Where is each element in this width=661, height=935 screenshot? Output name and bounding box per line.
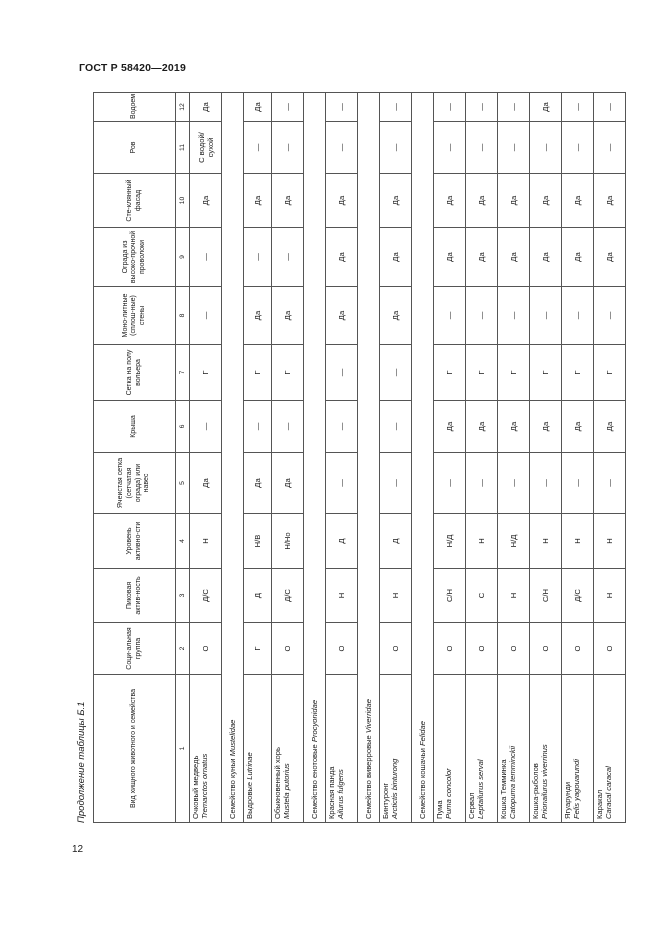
family-label xyxy=(358,93,380,823)
column-header: Сетка на полу вольера xyxy=(94,345,176,401)
species-name: Ягуарунди xyxy=(563,782,572,819)
value-cell: Да xyxy=(272,453,304,514)
column-number: 3 xyxy=(176,569,190,623)
species-name: Обыкновенный хорь xyxy=(273,747,282,819)
family-label xyxy=(222,93,244,823)
column-header: Ячеистая сетка (сетчатая ограда) или навес xyxy=(94,453,176,514)
species-name-cell xyxy=(380,675,412,823)
value-cell: Да xyxy=(434,401,466,453)
species-latin-name: Caracal caracal xyxy=(604,766,614,819)
value-cell: Г xyxy=(244,623,272,675)
value-cell: Н xyxy=(594,569,626,623)
species-name: Кошка Темминка xyxy=(499,759,508,819)
value-cell: — xyxy=(498,287,530,345)
value-cell: Н/Д xyxy=(498,514,530,569)
species-latin-name: Ailurus fulgens xyxy=(336,769,346,819)
column-header: Вид хищного животного и семейства xyxy=(94,675,176,823)
species-name-cell xyxy=(498,675,530,823)
species-name-cell xyxy=(244,675,272,823)
value-cell: О xyxy=(466,623,498,675)
column-header: Пиковая актив-ность xyxy=(94,569,176,623)
family-row xyxy=(222,93,244,823)
value-cell: — xyxy=(530,453,562,514)
column-number: 7 xyxy=(176,345,190,401)
value-cell: — xyxy=(244,122,272,174)
column-header: Моно-литные (сплош-ные) стены xyxy=(94,287,176,345)
value-cell: Да xyxy=(244,453,272,514)
value-cell: Да xyxy=(190,93,222,122)
value-cell: Г xyxy=(562,345,594,401)
value-cell: С/Н xyxy=(434,569,466,623)
value-cell: — xyxy=(594,287,626,345)
value-cell: О xyxy=(190,623,222,675)
species-name-cell xyxy=(190,675,222,823)
value-cell: Г xyxy=(530,345,562,401)
value-cell: Да xyxy=(530,228,562,287)
value-cell: — xyxy=(272,93,304,122)
value-cell: Г xyxy=(272,345,304,401)
value-cell: — xyxy=(562,93,594,122)
value-cell: — xyxy=(190,287,222,345)
species-latin-name: Tremarctos ornatus xyxy=(200,753,210,819)
species-row xyxy=(272,93,304,823)
family-name: Семейство кошачьи xyxy=(418,748,427,819)
column-header: Соци-альная группа xyxy=(94,623,176,675)
value-cell: Н xyxy=(326,569,358,623)
value-cell: Да xyxy=(498,401,530,453)
species-latin-name: Prionailurus viverrinus xyxy=(540,744,550,819)
value-cell: Д/С xyxy=(562,569,594,623)
species-name: Красная панда xyxy=(327,766,336,819)
species-name-cell xyxy=(272,675,304,823)
family-latin-name: Felidae xyxy=(418,721,427,746)
family-latin-name: Viverridae xyxy=(364,699,373,734)
value-cell: — xyxy=(326,122,358,174)
value-cell: — xyxy=(466,93,498,122)
value-cell: Да xyxy=(562,401,594,453)
species-row xyxy=(244,93,272,823)
value-cell: — xyxy=(434,287,466,345)
family-latin-name: Procyonidae xyxy=(310,699,319,743)
column-header: Ров xyxy=(94,122,176,174)
value-cell: — xyxy=(380,345,412,401)
family-row xyxy=(358,93,380,823)
value-cell: Да xyxy=(326,287,358,345)
column-number: 10 xyxy=(176,174,190,228)
column-number: 6 xyxy=(176,401,190,453)
value-cell: Н xyxy=(380,569,412,623)
value-cell: — xyxy=(190,228,222,287)
value-cell: Да xyxy=(272,287,304,345)
value-cell: — xyxy=(434,122,466,174)
column-header: Ограда из высоко-прочной проволоки xyxy=(94,228,176,287)
value-cell: Да xyxy=(380,174,412,228)
value-cell: Да xyxy=(272,174,304,228)
value-cell: О xyxy=(380,623,412,675)
column-header: Водоем xyxy=(94,93,176,122)
species-row xyxy=(530,93,562,823)
column-number: 5 xyxy=(176,453,190,514)
value-cell: О xyxy=(498,623,530,675)
species-row xyxy=(434,93,466,823)
value-cell: — xyxy=(530,287,562,345)
value-cell: — xyxy=(272,228,304,287)
species-row xyxy=(562,93,594,823)
value-cell: Д/С xyxy=(272,569,304,623)
family-name: Семейство енотовые xyxy=(310,744,319,819)
value-cell: О xyxy=(326,623,358,675)
species-name-cell xyxy=(530,675,562,823)
family-row xyxy=(304,93,326,823)
value-cell: Д xyxy=(244,569,272,623)
species-latin-name: Catopuma temminckii xyxy=(508,745,518,819)
species-name: Очковый медведь xyxy=(191,755,200,819)
family-name: Семейство куньи xyxy=(228,758,237,819)
value-cell: Н xyxy=(466,514,498,569)
value-cell: — xyxy=(562,287,594,345)
value-cell: Да xyxy=(466,401,498,453)
value-cell: Да xyxy=(244,287,272,345)
value-cell: Н/В xyxy=(244,514,272,569)
value-cell: Д xyxy=(326,514,358,569)
value-cell: Г xyxy=(244,345,272,401)
value-cell: — xyxy=(466,122,498,174)
value-cell: О xyxy=(434,623,466,675)
species-name: Выдровые xyxy=(245,781,254,819)
value-cell: — xyxy=(466,287,498,345)
value-cell: Да xyxy=(594,401,626,453)
species-latin-name: Mustela putorius xyxy=(282,763,292,819)
value-cell: О xyxy=(562,623,594,675)
value-cell: Да xyxy=(434,174,466,228)
value-cell: С/Н xyxy=(530,569,562,623)
species-row xyxy=(380,93,412,823)
species-latin-name: Felis yagouarundi xyxy=(572,759,582,819)
value-cell: Н xyxy=(562,514,594,569)
value-cell: Да xyxy=(466,228,498,287)
table-body xyxy=(190,93,626,823)
family-row xyxy=(412,93,434,823)
table-header-row xyxy=(94,93,176,823)
value-cell: — xyxy=(326,401,358,453)
species-name-cell xyxy=(562,675,594,823)
value-cell: — xyxy=(190,401,222,453)
value-cell: Г xyxy=(434,345,466,401)
species-name: Каракал xyxy=(595,789,604,819)
value-cell: Г xyxy=(594,345,626,401)
value-cell: Да xyxy=(594,174,626,228)
family-label xyxy=(412,93,434,823)
value-cell: — xyxy=(326,345,358,401)
column-number: 4 xyxy=(176,514,190,569)
value-cell: — xyxy=(244,228,272,287)
value-cell: Да xyxy=(530,93,562,122)
column-number-row xyxy=(176,93,190,823)
value-cell: Да xyxy=(190,453,222,514)
value-cell: Н xyxy=(530,514,562,569)
value-cell: Да xyxy=(326,174,358,228)
value-cell: Н/Д xyxy=(434,514,466,569)
value-cell: Н xyxy=(498,569,530,623)
value-cell: Да xyxy=(244,93,272,122)
column-header: Сте-клянный фасад xyxy=(94,174,176,228)
value-cell: Да xyxy=(244,174,272,228)
value-cell: О xyxy=(530,623,562,675)
species-name-cell xyxy=(434,675,466,823)
species-latin-name: Lutrinae xyxy=(245,752,254,780)
value-cell: Да xyxy=(380,228,412,287)
species-name-cell xyxy=(594,675,626,823)
column-number: 1 xyxy=(176,675,190,823)
value-cell: Н/Но xyxy=(272,514,304,569)
species-latin-name: Puma concolor xyxy=(444,768,454,819)
value-cell: — xyxy=(530,122,562,174)
value-cell: — xyxy=(272,401,304,453)
value-cell: — xyxy=(380,401,412,453)
value-cell: Да xyxy=(498,228,530,287)
species-name: Пума xyxy=(435,800,444,819)
value-cell: — xyxy=(326,93,358,122)
species-latin-name: Leptailurus serval xyxy=(476,759,486,819)
family-latin-name: Mustelidae xyxy=(228,719,237,757)
value-cell: — xyxy=(562,122,594,174)
value-cell: Да xyxy=(326,228,358,287)
column-header: Крыша xyxy=(94,401,176,453)
value-cell: — xyxy=(244,401,272,453)
column-number: 11 xyxy=(176,122,190,174)
species-name-cell xyxy=(466,675,498,823)
value-cell: Г xyxy=(498,345,530,401)
page-number: 12 xyxy=(72,844,84,855)
value-cell: — xyxy=(434,453,466,514)
value-cell: Да xyxy=(530,174,562,228)
value-cell: — xyxy=(380,93,412,122)
value-cell: — xyxy=(466,453,498,514)
value-cell: Да xyxy=(562,174,594,228)
value-cell: Да xyxy=(498,174,530,228)
species-name: Кошка-рыболов xyxy=(531,763,540,819)
value-cell: Д xyxy=(380,514,412,569)
value-cell: — xyxy=(498,122,530,174)
species-name: Сервал xyxy=(467,792,476,819)
species-row xyxy=(498,93,530,823)
value-cell: Да xyxy=(562,228,594,287)
value-cell: Да xyxy=(594,228,626,287)
value-cell: — xyxy=(498,93,530,122)
rotated-table-area xyxy=(76,93,614,823)
value-cell: — xyxy=(272,122,304,174)
value-cell: — xyxy=(562,453,594,514)
value-cell: О xyxy=(594,623,626,675)
value-cell: Н xyxy=(190,514,222,569)
value-cell: — xyxy=(380,453,412,514)
value-cell: — xyxy=(594,93,626,122)
value-cell: — xyxy=(498,453,530,514)
species-row xyxy=(190,93,222,823)
value-cell: — xyxy=(326,453,358,514)
species-name-cell xyxy=(326,675,358,823)
species-row xyxy=(326,93,358,823)
value-cell: Да xyxy=(466,174,498,228)
column-header: Уровень активно-сти xyxy=(94,514,176,569)
document-header: ГОСТ Р 58420—2019 xyxy=(79,62,187,74)
value-cell: Г xyxy=(190,345,222,401)
species-row xyxy=(594,93,626,823)
requirements-table xyxy=(93,92,626,823)
value-cell: Д/С xyxy=(190,569,222,623)
value-cell: — xyxy=(434,93,466,122)
species-name: Бинтуронг xyxy=(381,782,390,819)
value-cell: Да xyxy=(530,401,562,453)
value-cell: — xyxy=(380,122,412,174)
value-cell: Да xyxy=(190,174,222,228)
value-cell: С xyxy=(466,569,498,623)
value-cell: О xyxy=(272,623,304,675)
column-number: 9 xyxy=(176,228,190,287)
value-cell: С водой/ сухой xyxy=(190,122,222,174)
family-name: Семейство виверровые xyxy=(364,735,373,819)
value-cell: Н xyxy=(594,514,626,569)
family-label xyxy=(304,93,326,823)
column-number: 12 xyxy=(176,93,190,122)
value-cell: Да xyxy=(434,228,466,287)
value-cell: — xyxy=(594,122,626,174)
value-cell: Да xyxy=(380,287,412,345)
species-latin-name: Arctictis binturong xyxy=(390,758,400,819)
table-caption: Продолжение таблицы Б.1 xyxy=(76,701,87,823)
column-number: 8 xyxy=(176,287,190,345)
value-cell: — xyxy=(594,453,626,514)
value-cell: Г xyxy=(466,345,498,401)
column-number: 2 xyxy=(176,623,190,675)
species-row xyxy=(466,93,498,823)
